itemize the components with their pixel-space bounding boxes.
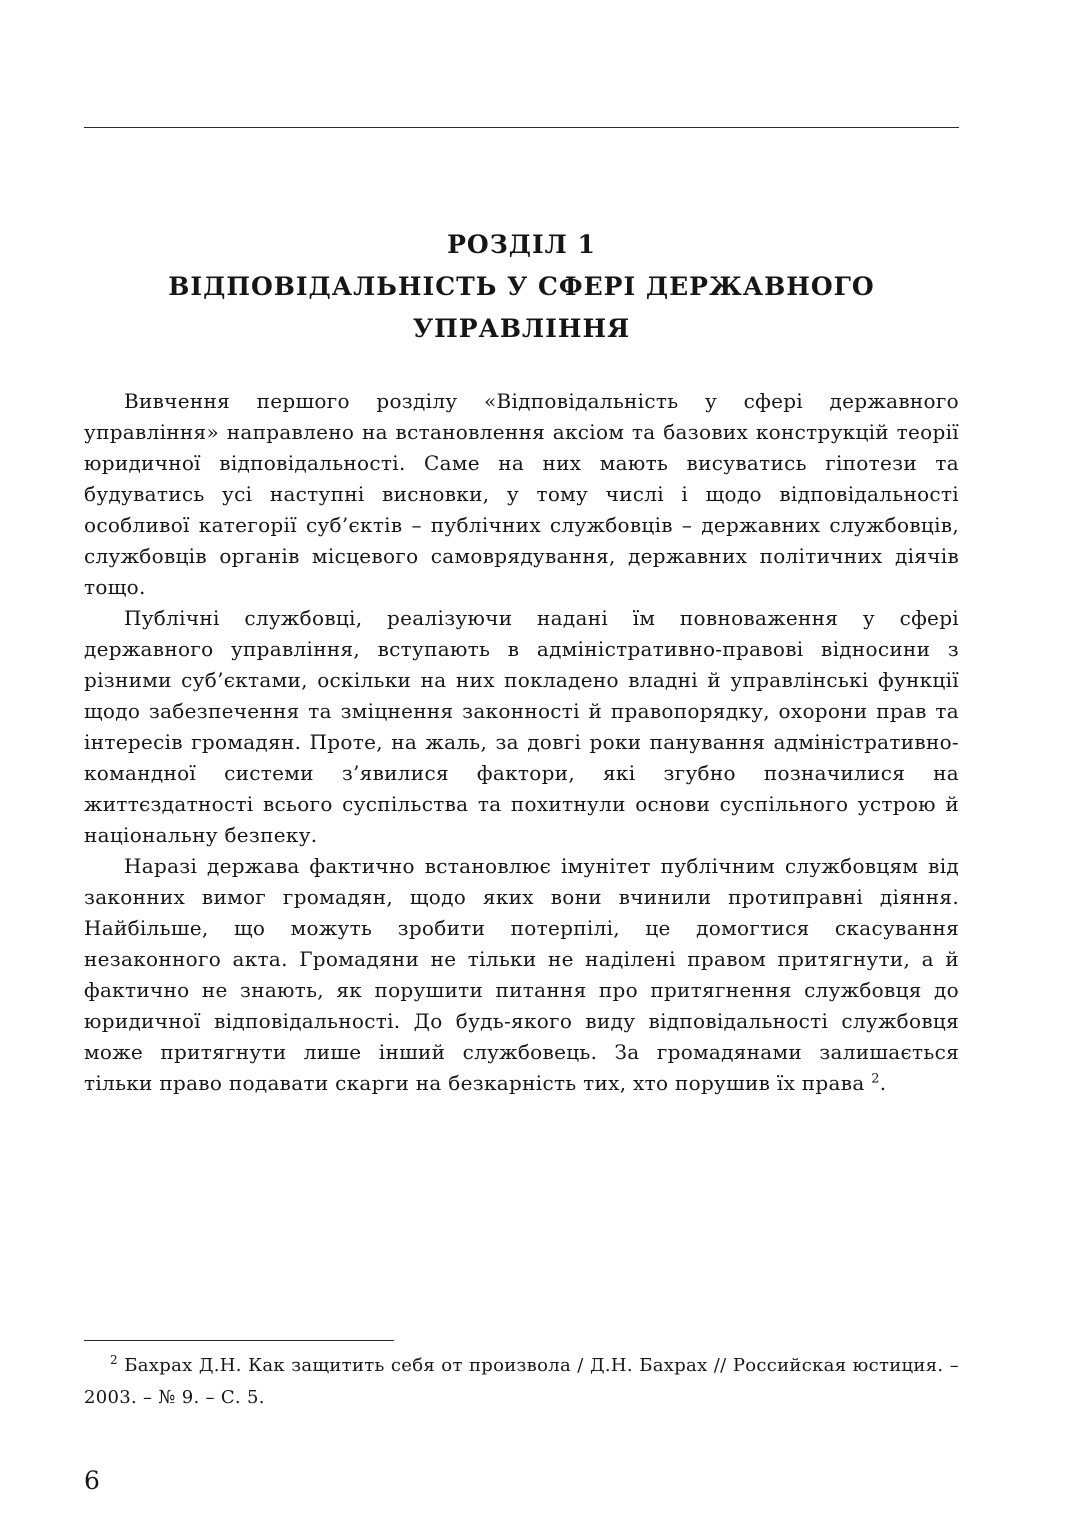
footnote-marker: 2 <box>110 1353 118 1367</box>
paragraph-3 <box>84 851 959 1099</box>
paragraph-2: Публічні службовці, реалізуючи надані їм повноваження у сфері державного управління, вступають в адміністративно-правові відносини з різними суб’єктами, оскільки на них покладено владні й управлінські функції щодо забезпечення та зміцнення законності й правопорядку, охорони прав та інтересів громадян. Проте, на жаль, за довгі роки панування адміністративно-командної системи з’явилися фактори, які згубно позначилися на життєздатності всього суспільства та похитнули основи суспільного устрою й національну безпеку. <box>84 606 959 847</box>
chapter-title-line-1: ВІДПОВІДАЛЬНІСТЬ У СФЕРІ ДЕРЖАВНОГО <box>168 272 875 301</box>
footnote-text: Бахрах Д.Н. Как защитить себя от произвола / Д.Н. Бахрах // Российская юстиция. – 2003. – № 9. – С. 5. <box>84 1355 959 1408</box>
footnote-reference: 2 <box>871 1071 880 1087</box>
header-rule <box>84 127 959 128</box>
paragraph-3-suffix: . <box>879 1071 887 1095</box>
body-text <box>84 386 959 1099</box>
chapter-heading <box>84 224 959 350</box>
footnote-area <box>84 1340 959 1414</box>
chapter-title-line-2: УПРАВЛІННЯ <box>412 314 631 343</box>
paragraph-1: Вивчення першого розділу «Відповідальність у сфері державного управління» направлено на встановлення аксіом та базових конструкцій теорії юридичної відповідальності. Саме на них мають висуватись гіпотези та будуватись усі наступні висновки, у тому числі і щодо відповідальності особливої категорії суб’єктів – публічних службовців – державних службовців, службовців органів місцевого самоврядування, державних політичних діячів тощо. <box>84 389 959 599</box>
page-content <box>0 127 1071 1099</box>
footnote <box>84 1350 959 1414</box>
footnote-rule <box>84 1340 394 1341</box>
chapter-number: РОЗДІЛ 1 <box>447 230 596 259</box>
paragraph-3-text: Наразі держава фактично встановлює імунітет публічним службовцям від законних вимог громадян, щодо яких вони вчинили протиправні діяння. Найбільше, що можуть зробити потерпілі, це домогтися скасування незаконного акта. Громадяни не тільки не наділені правом притягнути, а й фактично не знають, як порушити питання про притягнення службовця до юридичної відповідальності. До будь-якого виду відповідальності службовця може притягнути лише інший службовець. За громадянами залишається тільки право подавати скарги на безкарність тих, хто порушив їх права <box>84 854 959 1095</box>
page-number: 6 <box>84 1466 100 1495</box>
